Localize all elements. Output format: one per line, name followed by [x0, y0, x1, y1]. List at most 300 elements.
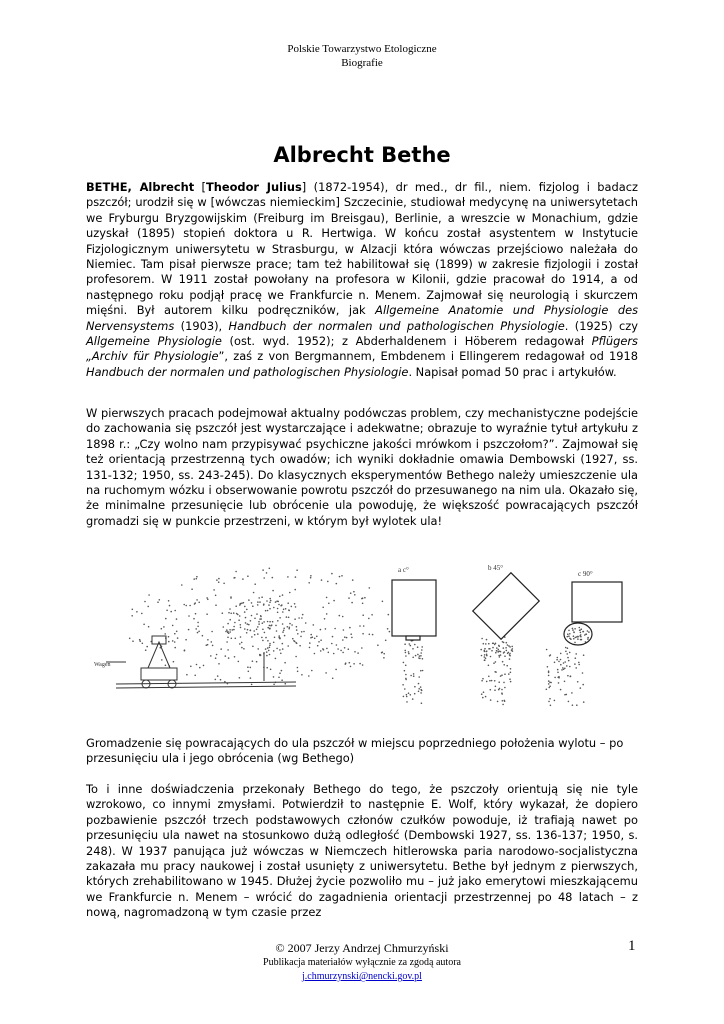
bee-dot [301, 617, 303, 619]
bee-dot [227, 623, 229, 625]
bee-dot [235, 571, 237, 573]
bee-dot [481, 680, 483, 682]
bee-dot [267, 621, 269, 623]
bee-dot [299, 645, 301, 647]
bee-dot [510, 672, 512, 674]
bee-dot [183, 604, 185, 606]
bee-dot [142, 643, 144, 645]
bee-dot [279, 672, 281, 674]
bee-dot [239, 615, 241, 617]
bee-dot [294, 589, 296, 591]
bee-dot [418, 691, 420, 693]
bee-dot [569, 633, 571, 635]
bee-dot [503, 642, 505, 644]
bee-dot [279, 649, 281, 651]
bee-dot [348, 648, 350, 650]
bee-dot [505, 647, 507, 649]
bee-dot [281, 679, 283, 681]
bee-dot [387, 628, 389, 630]
bee-dot [280, 653, 282, 655]
bee-dot [581, 628, 583, 630]
bee-dot [573, 635, 575, 637]
name-bold: BETHE, Albrecht [86, 180, 195, 194]
bee-dot [275, 625, 277, 627]
bee-dot [353, 591, 355, 593]
bee-dot [336, 644, 338, 646]
bee-dot [247, 666, 249, 668]
bee-dot [568, 635, 570, 637]
bee-dot [389, 631, 391, 633]
bee-dot [501, 689, 503, 691]
bee-dot [273, 642, 275, 644]
bee-dot [224, 681, 226, 683]
bee-dot [243, 648, 245, 650]
bee-dot [295, 606, 297, 608]
bee-dot [194, 603, 196, 605]
bee-dot [420, 652, 422, 654]
bee-dot [207, 599, 209, 601]
bee-dot [566, 665, 568, 667]
bee-dot [170, 611, 172, 613]
bee-dot [482, 697, 484, 699]
bee-dot [254, 634, 256, 636]
bee-dot [573, 632, 575, 634]
bee-dot [567, 657, 569, 659]
bee-dot [310, 577, 312, 579]
bee-dot [226, 641, 228, 643]
bee-dot [248, 671, 250, 673]
bee-dot [326, 597, 328, 599]
bee-dot [583, 701, 585, 703]
bee-dot [282, 623, 284, 625]
bee-dot [567, 636, 569, 638]
bee-dot [412, 657, 414, 659]
bee-dot [349, 627, 351, 629]
bee-dot [231, 638, 233, 640]
bee-dot [269, 628, 271, 630]
bee-dot [508, 645, 510, 647]
bee-dot [413, 673, 415, 675]
bee-dot [289, 592, 291, 594]
bee-dot [272, 577, 274, 579]
bee-dot [259, 601, 261, 603]
bee-dot [268, 604, 270, 606]
bee-dot [506, 642, 508, 644]
bee-dot [489, 680, 491, 682]
bee-dot [509, 654, 511, 656]
bee-dot [510, 668, 512, 670]
bee-dot [291, 606, 293, 608]
bee-dot [278, 635, 280, 637]
bee-dot [587, 638, 589, 640]
bee-dot [181, 584, 183, 586]
bee-dot [405, 655, 407, 657]
bee-dot [580, 687, 582, 689]
bee-dot [218, 581, 220, 583]
bee-dot [488, 643, 490, 645]
bee-dot [502, 704, 504, 706]
bee-dot [362, 664, 364, 666]
bee-dot [334, 628, 336, 630]
bee-dot [500, 654, 502, 656]
bee-dot [270, 625, 272, 627]
bee-dot [226, 629, 228, 631]
bee-dot [569, 652, 571, 654]
bee-dot [301, 674, 303, 676]
bee-dot [503, 647, 505, 649]
bee-dot [282, 631, 284, 633]
bee-dot [184, 649, 186, 651]
bee-dot [567, 647, 569, 649]
bee-dot [222, 612, 224, 614]
bee-dot [301, 631, 303, 633]
bee-dot [498, 655, 500, 657]
bee-dot [223, 583, 225, 585]
bee-dot [164, 633, 166, 635]
bee-dot [227, 631, 229, 633]
bee-dot [314, 638, 316, 640]
bee-dot [273, 676, 275, 678]
bee-dot [233, 626, 235, 628]
bee-dot [493, 662, 495, 664]
bee-dot [495, 686, 497, 688]
bee-dot [362, 603, 364, 605]
text-span: (1903), [174, 318, 229, 333]
bee-dot [185, 605, 187, 607]
experiment-figure [86, 556, 638, 718]
bee-dot [143, 624, 145, 626]
bee-dot [308, 675, 310, 677]
bee-dot [564, 681, 566, 683]
bee-dot [230, 613, 232, 615]
bee-dot [283, 630, 285, 632]
bee-dot [269, 647, 271, 649]
text-span: ”, zaś z von Bergmannem, Embdenem i Ellingerem redagował od 1918 [218, 349, 639, 364]
bee-dot [269, 598, 271, 600]
bee-dot [560, 689, 562, 691]
bee-dot [165, 618, 167, 620]
bee-dot [547, 666, 549, 668]
bee-dot [580, 634, 582, 636]
bee-dot [298, 617, 300, 619]
bee-dot [262, 629, 264, 631]
bee-dot [234, 622, 236, 624]
bee-dot [174, 633, 176, 635]
bee-dot [269, 568, 271, 570]
bee-dot [296, 629, 298, 631]
bee-dot [560, 653, 562, 655]
bee-dot [421, 646, 423, 648]
bee-dot [412, 698, 414, 700]
bee-dot [176, 631, 178, 633]
bee-dot [270, 600, 272, 602]
bee-dot [359, 663, 361, 665]
bee-dot [245, 617, 247, 619]
bee-dot [382, 651, 384, 653]
bee-dot [322, 648, 324, 650]
figure-caption: Gromadzenie się powracających do ula pszczół w miejscu poprzedniego położenia wylotu – po przesunięciu ula i jego obrócenia (wg Bethego) [86, 736, 624, 766]
bee-dot [213, 589, 215, 591]
bee-dot [341, 575, 343, 577]
bee-dot [241, 602, 243, 604]
bee-dot [267, 610, 269, 612]
bee-dot [484, 651, 486, 653]
bee-dot [548, 680, 550, 682]
bee-dot [354, 594, 356, 596]
bee-dot [172, 625, 174, 627]
bee-dot [564, 668, 566, 670]
bee-dot [335, 669, 337, 671]
bee-dot [351, 637, 353, 639]
bee-dot [297, 633, 299, 635]
label-b: b 45° [488, 564, 504, 572]
bee-dot [574, 628, 576, 630]
bee-dot [139, 640, 141, 642]
bee-dot [586, 633, 588, 635]
bee-dot [141, 613, 143, 615]
bee-dot [345, 662, 347, 664]
text-span: . Napisał pomad 50 prac i artykułów. [408, 364, 617, 379]
bee-dot [278, 604, 280, 606]
bee-dot [269, 625, 271, 627]
bee-dot [262, 569, 264, 571]
bee-dot [282, 643, 284, 645]
bee-dot [410, 645, 412, 647]
bee-dot [485, 696, 487, 698]
bee-dot [282, 648, 284, 650]
bee-dot [243, 602, 245, 604]
bee-dot [258, 597, 260, 599]
bee-dot [567, 633, 569, 635]
bee-dot [575, 653, 577, 655]
bee-dot [302, 614, 304, 616]
bee-dot [217, 675, 219, 677]
bee-dot [197, 632, 199, 634]
bee-dot [161, 628, 163, 630]
bee-dot [570, 675, 572, 677]
bee-dot [174, 647, 176, 649]
bee-dot [266, 651, 268, 653]
bee-dot [282, 594, 284, 596]
bee-dot [492, 647, 494, 649]
bee-dot [560, 664, 562, 666]
bee-dot [289, 623, 291, 625]
bee-dot [490, 699, 492, 701]
book-title: Allgemeine Physiologie [86, 334, 222, 349]
bee-dot [248, 599, 250, 601]
bee-dot [383, 657, 385, 659]
bee-dot [405, 652, 407, 654]
bee-dot [561, 669, 563, 671]
bee-dot [237, 614, 239, 616]
bee-dot [288, 617, 290, 619]
bee-dot [233, 629, 235, 631]
bee-dot [560, 659, 562, 661]
bee-dot [548, 672, 550, 674]
bee-dot [252, 605, 254, 607]
bee-dot [410, 694, 412, 696]
bee-dot [483, 643, 485, 645]
bee-dot [406, 696, 408, 698]
bee-dot [199, 667, 201, 669]
bee-dot [403, 696, 405, 698]
bee-dot [129, 638, 131, 640]
bee-dot [316, 636, 318, 638]
bee-dot [267, 640, 269, 642]
bee-dot [497, 651, 499, 653]
bee-dot [574, 663, 576, 665]
bee-dot [233, 612, 235, 614]
bee-dot [240, 603, 242, 605]
bee-dot [300, 636, 302, 638]
bee-dot [368, 618, 370, 620]
bee-dot [557, 669, 559, 671]
bee-dot [577, 638, 579, 640]
hive-b [473, 573, 539, 639]
bee-dot [228, 657, 230, 659]
bee-dot [215, 595, 217, 597]
bee-dot [296, 569, 298, 571]
bee-dot [377, 644, 379, 646]
bee-dot [408, 692, 410, 694]
bee-dot [253, 592, 255, 594]
bee-dot [491, 680, 493, 682]
bee-dot [266, 600, 268, 602]
bee-dot [579, 629, 581, 631]
bee-dot [314, 653, 316, 655]
bee-dot [203, 665, 205, 667]
bee-dot [268, 650, 270, 652]
given-names-bold: Theodor Julius [205, 180, 302, 194]
bee-dot [174, 641, 176, 643]
bee-dot [485, 643, 487, 645]
bee-dot [361, 647, 363, 649]
bee-dot [320, 629, 322, 631]
bee-dot [372, 634, 374, 636]
bee-dot [510, 681, 512, 683]
bee-dot [266, 655, 268, 657]
bee-dot [244, 606, 246, 608]
bee-dot [174, 610, 176, 612]
bee-dot [292, 638, 294, 640]
bee-dot [549, 698, 551, 700]
bee-dot [269, 645, 271, 647]
bee-dot [575, 637, 577, 639]
bee-dot [569, 666, 571, 668]
bee-dot [546, 689, 548, 691]
bee-dot [382, 601, 384, 603]
bee-dot [498, 681, 500, 683]
bee-dot [233, 577, 235, 579]
bee-dot [352, 579, 354, 581]
bee-dot [577, 636, 579, 638]
bee-dot [173, 661, 175, 663]
bee-dot [562, 667, 564, 669]
bee-dot [587, 637, 589, 639]
bee-dot [265, 648, 267, 650]
bee-dot [418, 683, 420, 685]
bee-dot [564, 661, 566, 663]
bee-dot [283, 609, 285, 611]
bee-dot [582, 684, 584, 686]
bee-dot [277, 620, 279, 622]
bee-dot [558, 661, 560, 663]
bee-dot [288, 609, 290, 611]
bee-dot [139, 639, 141, 641]
bee-dot [165, 665, 167, 667]
bee-dot [311, 670, 313, 672]
bee-dot [296, 626, 298, 628]
paragraph-orientation: To i inne doświadczenia przekonały Bethego do tego, że pszczoły orientują się nie tyle wzrokowo, co innymi zmysłami. Potwierdził to następnie E. Wolf, który wykazał, że dopiero pozbawienie pszczół trzech podstawowych członów czułków powoduje, iż trafiają nawet po przesunięciu ula nawet na stosunkowo dużą odległość (Dembowski 1927, ss. 136-137; 1950, s. 248). W 1937 panująca już wówczas w Niemczech hitlerowska paria narodowo-socjalistyczna zakazała mu pracy naukowej i został usunięty z uniwersytetu. Bethe był jednym z pierwszych, których zrehabilitowano w 1945. Dłużej życie pozwoliło mu – już jako emerytowi mieszkającemu we Frankfurcie n. Menem – wrócić do zagadnienia orientacji przestrzennej po 48 latach – z nową, nagromadzoną w tym czasie przez [86, 782, 638, 920]
bee-dot [576, 704, 578, 706]
bee-dot [417, 646, 419, 648]
bee-dot [282, 611, 284, 613]
bee-dot [404, 643, 406, 645]
bee-dot [295, 576, 297, 578]
bee-dot [554, 662, 556, 664]
bee-dot [494, 644, 496, 646]
bee-dot [512, 648, 514, 650]
bee-dot [132, 609, 134, 611]
bee-dot [264, 632, 266, 634]
bee-dot [312, 636, 314, 638]
bee-dot [409, 643, 411, 645]
bee-dot [587, 630, 589, 632]
bee-dot [250, 667, 252, 669]
label-c: c 90° [578, 570, 593, 578]
bee-dot [146, 646, 148, 648]
book-title: Handbuch der normalen und pathologischen Physiologie [86, 364, 409, 379]
bee-dot [495, 671, 497, 673]
bee-dot [169, 605, 171, 607]
bee-dot [265, 637, 267, 639]
bee-dot [168, 636, 170, 638]
bee-dot [256, 661, 258, 663]
footer-email-link[interactable]: j.chmurzynski@nencki.gov.pl [302, 971, 422, 982]
bee-dot [494, 680, 496, 682]
bee-dot [556, 659, 558, 661]
bee-dot [405, 665, 407, 667]
bee-dot [421, 649, 423, 651]
bee-dot [494, 689, 496, 691]
bee-dot [241, 642, 243, 644]
bee-dot [242, 578, 244, 580]
bee-dot [480, 649, 482, 651]
bee-dot [240, 624, 242, 626]
bee-dot [322, 607, 324, 609]
bee-dot [278, 677, 280, 679]
bee-dot [257, 633, 259, 635]
bee-dot [563, 662, 565, 664]
bee-dot [404, 650, 406, 652]
bee-dot [362, 614, 364, 616]
bee-dot [136, 611, 138, 613]
bee-dot [308, 582, 310, 584]
header-section: Biografie [341, 57, 383, 69]
bee-dot [294, 603, 296, 605]
bee-dot [269, 602, 271, 604]
bee-dot [579, 627, 581, 629]
bee-dot [291, 624, 293, 626]
bee-dot [252, 646, 254, 648]
bee-dot [254, 583, 256, 585]
bee-dot [344, 647, 346, 649]
bee-dot [202, 635, 204, 637]
cart-label: Wagen [94, 662, 111, 668]
journal-title: Pflügers „Archiv für Physiologie [86, 334, 638, 364]
bee-dot [504, 687, 506, 689]
bee-dot [582, 631, 584, 633]
